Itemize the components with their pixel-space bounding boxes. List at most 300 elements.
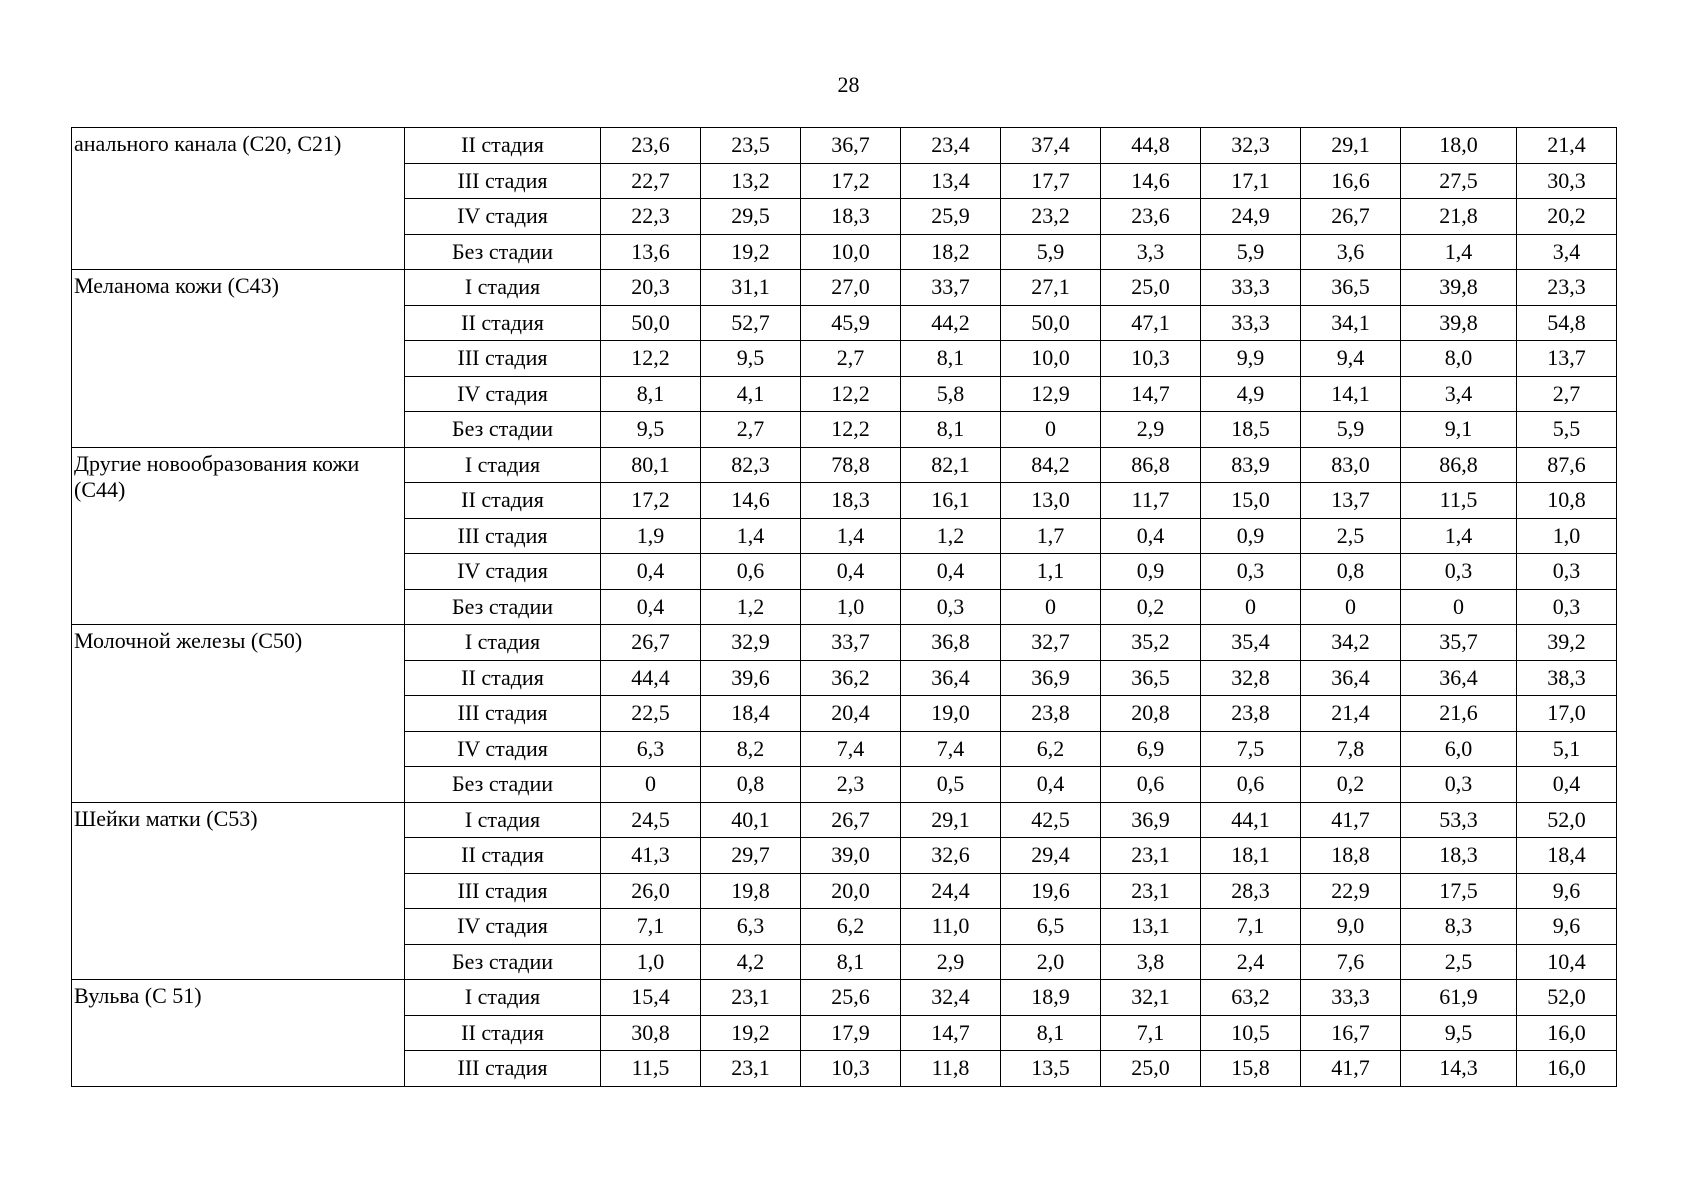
- value-cell: 11,8: [901, 1051, 1001, 1087]
- value-cell: 2,7: [801, 341, 901, 377]
- value-cell: 0,3: [1401, 767, 1517, 803]
- value-cell: 3,4: [1401, 376, 1517, 412]
- value-cell: 10,5: [1201, 1015, 1301, 1051]
- value-cell: 32,9: [701, 625, 801, 661]
- value-cell: 18,9: [1001, 980, 1101, 1016]
- stage-cell: I стадия: [405, 447, 601, 483]
- value-cell: 14,7: [901, 1015, 1001, 1051]
- stage-cell: II стадия: [405, 483, 601, 519]
- value-cell: 25,6: [801, 980, 901, 1016]
- value-cell: 2,7: [1517, 376, 1617, 412]
- table-row: [72, 802, 1617, 838]
- value-cell: 18,3: [1401, 838, 1517, 874]
- value-cell: 0: [1001, 412, 1101, 448]
- value-cell: 27,5: [1401, 163, 1517, 199]
- value-cell: 0,5: [901, 767, 1001, 803]
- value-cell: 10,0: [1001, 341, 1101, 377]
- value-cell: 36,7: [801, 128, 901, 164]
- value-cell: 23,3: [1517, 270, 1617, 306]
- value-cell: 11,7: [1101, 483, 1201, 519]
- value-cell: 26,0: [601, 873, 701, 909]
- value-cell: 1,4: [701, 518, 801, 554]
- value-cell: 12,2: [801, 376, 901, 412]
- value-cell: 21,8: [1401, 199, 1517, 235]
- value-cell: 16,6: [1301, 163, 1401, 199]
- value-cell: 0,8: [1301, 554, 1401, 590]
- value-cell: 39,2: [1517, 625, 1617, 661]
- value-cell: 28,3: [1201, 873, 1301, 909]
- stage-cell: Без стадии: [405, 767, 601, 803]
- value-cell: 13,1: [1101, 909, 1201, 945]
- value-cell: 2,5: [1401, 944, 1517, 980]
- value-cell: 6,0: [1401, 731, 1517, 767]
- value-cell: 7,4: [801, 731, 901, 767]
- value-cell: 54,8: [1517, 305, 1617, 341]
- value-cell: 0: [1301, 589, 1401, 625]
- value-cell: 14,1: [1301, 376, 1401, 412]
- value-cell: 13,5: [1001, 1051, 1101, 1087]
- value-cell: 16,0: [1517, 1051, 1617, 1087]
- value-cell: 1,0: [801, 589, 901, 625]
- value-cell: 29,5: [701, 199, 801, 235]
- value-cell: 0,4: [1101, 518, 1201, 554]
- value-cell: 36,9: [1101, 802, 1201, 838]
- table-row: [72, 447, 1617, 483]
- value-cell: 80,1: [601, 447, 701, 483]
- value-cell: 0,8: [701, 767, 801, 803]
- site-name-cell: анального канала (С20, С21): [72, 128, 405, 270]
- value-cell: 10,0: [801, 234, 901, 270]
- stage-cell: IV стадия: [405, 731, 601, 767]
- value-cell: 13,0: [1001, 483, 1101, 519]
- value-cell: 23,1: [701, 1051, 801, 1087]
- value-cell: 0,6: [701, 554, 801, 590]
- value-cell: 7,5: [1201, 731, 1301, 767]
- value-cell: 82,3: [701, 447, 801, 483]
- value-cell: 21,4: [1517, 128, 1617, 164]
- value-cell: 17,5: [1401, 873, 1517, 909]
- value-cell: 9,0: [1301, 909, 1401, 945]
- value-cell: 50,0: [601, 305, 701, 341]
- value-cell: 27,1: [1001, 270, 1101, 306]
- value-cell: 29,1: [1301, 128, 1401, 164]
- value-cell: 0,9: [1201, 518, 1301, 554]
- value-cell: 5,5: [1517, 412, 1617, 448]
- value-cell: 36,4: [1401, 660, 1517, 696]
- value-cell: 40,1: [701, 802, 801, 838]
- value-cell: 1,7: [1001, 518, 1101, 554]
- value-cell: 19,2: [701, 234, 801, 270]
- value-cell: 37,4: [1001, 128, 1101, 164]
- value-cell: 36,2: [801, 660, 901, 696]
- value-cell: 7,8: [1301, 731, 1401, 767]
- value-cell: 0,6: [1201, 767, 1301, 803]
- value-cell: 3,3: [1101, 234, 1201, 270]
- table-row: [72, 128, 1617, 164]
- value-cell: 35,7: [1401, 625, 1517, 661]
- stage-cell: III стадия: [405, 873, 601, 909]
- value-cell: 30,8: [601, 1015, 701, 1051]
- value-cell: 1,4: [1401, 518, 1517, 554]
- value-cell: 87,6: [1517, 447, 1617, 483]
- stage-cell: III стадия: [405, 518, 601, 554]
- value-cell: 32,7: [1001, 625, 1101, 661]
- value-cell: 52,7: [701, 305, 801, 341]
- value-cell: 18,2: [901, 234, 1001, 270]
- value-cell: 17,0: [1517, 696, 1617, 732]
- value-cell: 41,3: [601, 838, 701, 874]
- value-cell: 4,9: [1201, 376, 1301, 412]
- value-cell: 7,1: [1101, 1015, 1201, 1051]
- stage-cell: III стадия: [405, 341, 601, 377]
- value-cell: 8,1: [601, 376, 701, 412]
- value-cell: 10,3: [801, 1051, 901, 1087]
- stage-cell: III стадия: [405, 1051, 601, 1087]
- value-cell: 0: [1401, 589, 1517, 625]
- stage-cell: II стадия: [405, 660, 601, 696]
- value-cell: 44,1: [1201, 802, 1301, 838]
- value-cell: 41,7: [1301, 1051, 1401, 1087]
- value-cell: 36,5: [1301, 270, 1401, 306]
- value-cell: 0,9: [1101, 554, 1201, 590]
- value-cell: 36,9: [1001, 660, 1101, 696]
- value-cell: 50,0: [1001, 305, 1101, 341]
- value-cell: 6,3: [601, 731, 701, 767]
- value-cell: 6,2: [1001, 731, 1101, 767]
- value-cell: 1,1: [1001, 554, 1101, 590]
- value-cell: 7,1: [1201, 909, 1301, 945]
- value-cell: 26,7: [801, 802, 901, 838]
- value-cell: 7,6: [1301, 944, 1401, 980]
- value-cell: 9,4: [1301, 341, 1401, 377]
- value-cell: 20,4: [801, 696, 901, 732]
- value-cell: 35,2: [1101, 625, 1201, 661]
- value-cell: 5,8: [901, 376, 1001, 412]
- value-cell: 0,3: [1401, 554, 1517, 590]
- value-cell: 47,1: [1101, 305, 1201, 341]
- value-cell: 0,2: [1301, 767, 1401, 803]
- site-name-cell: Шейки матки (С53): [72, 802, 405, 980]
- value-cell: 32,4: [901, 980, 1001, 1016]
- stage-cell: I стадия: [405, 270, 601, 306]
- value-cell: 36,5: [1101, 660, 1201, 696]
- stage-cell: Без стадии: [405, 944, 601, 980]
- value-cell: 19,0: [901, 696, 1001, 732]
- value-cell: 0: [601, 767, 701, 803]
- value-cell: 0,3: [1517, 589, 1617, 625]
- value-cell: 6,2: [801, 909, 901, 945]
- value-cell: 45,9: [801, 305, 901, 341]
- value-cell: 4,1: [701, 376, 801, 412]
- value-cell: 18,4: [701, 696, 801, 732]
- site-name-cell: Меланома кожи (С43): [72, 270, 405, 448]
- value-cell: 0,4: [601, 554, 701, 590]
- value-cell: 39,0: [801, 838, 901, 874]
- value-cell: 3,6: [1301, 234, 1401, 270]
- value-cell: 9,6: [1517, 909, 1617, 945]
- stage-cell: IV стадия: [405, 554, 601, 590]
- value-cell: 17,1: [1201, 163, 1301, 199]
- value-cell: 18,4: [1517, 838, 1617, 874]
- table-row: [72, 980, 1617, 1016]
- site-name-cell: Молочной железы (С50): [72, 625, 405, 803]
- value-cell: 5,9: [1001, 234, 1101, 270]
- value-cell: 23,6: [601, 128, 701, 164]
- value-cell: 14,6: [701, 483, 801, 519]
- stage-cell: II стадия: [405, 1015, 601, 1051]
- value-cell: 83,0: [1301, 447, 1401, 483]
- value-cell: 20,3: [601, 270, 701, 306]
- value-cell: 2,7: [701, 412, 801, 448]
- value-cell: 8,1: [801, 944, 901, 980]
- value-cell: 5,9: [1201, 234, 1301, 270]
- value-cell: 23,8: [1201, 696, 1301, 732]
- table-row: [72, 625, 1617, 661]
- value-cell: 16,1: [901, 483, 1001, 519]
- value-cell: 9,9: [1201, 341, 1301, 377]
- value-cell: 2,4: [1201, 944, 1301, 980]
- value-cell: 18,0: [1401, 128, 1517, 164]
- value-cell: 1,4: [801, 518, 901, 554]
- value-cell: 14,3: [1401, 1051, 1517, 1087]
- site-name-cell: Вульва (С 51): [72, 980, 405, 1087]
- value-cell: 19,6: [1001, 873, 1101, 909]
- stage-cell: II стадия: [405, 838, 601, 874]
- stage-cell: IV стадия: [405, 909, 601, 945]
- value-cell: 36,4: [901, 660, 1001, 696]
- stage-cell: IV стадия: [405, 199, 601, 235]
- value-cell: 23,1: [701, 980, 801, 1016]
- value-cell: 18,5: [1201, 412, 1301, 448]
- value-cell: 23,4: [901, 128, 1001, 164]
- value-cell: 18,8: [1301, 838, 1401, 874]
- value-cell: 32,6: [901, 838, 1001, 874]
- value-cell: 44,4: [601, 660, 701, 696]
- value-cell: 23,5: [701, 128, 801, 164]
- stage-cell: IV стадия: [405, 376, 601, 412]
- value-cell: 15,8: [1201, 1051, 1301, 1087]
- value-cell: 14,6: [1101, 163, 1201, 199]
- value-cell: 13,6: [601, 234, 701, 270]
- value-cell: 11,5: [1401, 483, 1517, 519]
- value-cell: 13,7: [1301, 483, 1401, 519]
- value-cell: 9,5: [1401, 1015, 1517, 1051]
- value-cell: 36,8: [901, 625, 1001, 661]
- value-cell: 33,3: [1201, 305, 1301, 341]
- value-cell: 15,0: [1201, 483, 1301, 519]
- value-cell: 33,7: [901, 270, 1001, 306]
- value-cell: 78,8: [801, 447, 901, 483]
- value-cell: 0: [1001, 589, 1101, 625]
- value-cell: 7,1: [601, 909, 701, 945]
- value-cell: 2,5: [1301, 518, 1401, 554]
- value-cell: 9,5: [701, 341, 801, 377]
- value-cell: 18,3: [801, 483, 901, 519]
- stage-cell: III стадия: [405, 163, 601, 199]
- value-cell: 34,2: [1301, 625, 1401, 661]
- value-cell: 1,0: [601, 944, 701, 980]
- value-cell: 20,2: [1517, 199, 1617, 235]
- value-cell: 38,3: [1517, 660, 1617, 696]
- value-cell: 0,3: [1517, 554, 1617, 590]
- value-cell: 30,3: [1517, 163, 1617, 199]
- value-cell: 53,3: [1401, 802, 1517, 838]
- value-cell: 10,8: [1517, 483, 1617, 519]
- value-cell: 17,7: [1001, 163, 1101, 199]
- value-cell: 44,8: [1101, 128, 1201, 164]
- value-cell: 63,2: [1201, 980, 1301, 1016]
- value-cell: 6,9: [1101, 731, 1201, 767]
- value-cell: 23,1: [1101, 873, 1201, 909]
- value-cell: 52,0: [1517, 980, 1617, 1016]
- value-cell: 29,7: [701, 838, 801, 874]
- value-cell: 22,5: [601, 696, 701, 732]
- value-cell: 33,3: [1301, 980, 1401, 1016]
- value-cell: 8,0: [1401, 341, 1517, 377]
- value-cell: 0,6: [1101, 767, 1201, 803]
- stage-cell: Без стадии: [405, 589, 601, 625]
- value-cell: 32,3: [1201, 128, 1301, 164]
- value-cell: 0,4: [1001, 767, 1101, 803]
- value-cell: 13,7: [1517, 341, 1617, 377]
- value-cell: 17,9: [801, 1015, 901, 1051]
- value-cell: 11,0: [901, 909, 1001, 945]
- value-cell: 8,1: [901, 412, 1001, 448]
- value-cell: 8,1: [901, 341, 1001, 377]
- value-cell: 36,4: [1301, 660, 1401, 696]
- stage-cell: Без стадии: [405, 412, 601, 448]
- value-cell: 9,5: [601, 412, 701, 448]
- value-cell: 0,3: [901, 589, 1001, 625]
- value-cell: 29,4: [1001, 838, 1101, 874]
- table-row: [72, 270, 1617, 306]
- value-cell: 0,4: [801, 554, 901, 590]
- stage-cell: III стадия: [405, 696, 601, 732]
- site-name-cell: Другие новообразования кожи (С44): [72, 447, 405, 625]
- value-cell: 39,8: [1401, 305, 1517, 341]
- value-cell: 6,3: [701, 909, 801, 945]
- value-cell: 1,2: [901, 518, 1001, 554]
- stage-cell: I стадия: [405, 625, 601, 661]
- value-cell: 22,9: [1301, 873, 1401, 909]
- value-cell: 9,1: [1401, 412, 1517, 448]
- value-cell: 31,1: [701, 270, 801, 306]
- value-cell: 17,2: [601, 483, 701, 519]
- value-cell: 35,4: [1201, 625, 1301, 661]
- value-cell: 1,4: [1401, 234, 1517, 270]
- value-cell: 23,8: [1001, 696, 1101, 732]
- value-cell: 16,7: [1301, 1015, 1401, 1051]
- value-cell: 27,0: [801, 270, 901, 306]
- value-cell: 0: [1201, 589, 1301, 625]
- value-cell: 24,9: [1201, 199, 1301, 235]
- value-cell: 29,1: [901, 802, 1001, 838]
- value-cell: 11,5: [601, 1051, 701, 1087]
- stage-cell: II стадия: [405, 128, 601, 164]
- table-body: [72, 128, 1617, 1087]
- stage-cell: Без стадии: [405, 234, 601, 270]
- value-cell: 3,8: [1101, 944, 1201, 980]
- value-cell: 23,2: [1001, 199, 1101, 235]
- value-cell: 15,4: [601, 980, 701, 1016]
- value-cell: 16,0: [1517, 1015, 1617, 1051]
- value-cell: 23,6: [1101, 199, 1201, 235]
- value-cell: 8,3: [1401, 909, 1517, 945]
- page-number: 28: [837, 72, 860, 97]
- value-cell: 32,1: [1101, 980, 1201, 1016]
- value-cell: 25,0: [1101, 270, 1201, 306]
- value-cell: 25,0: [1101, 1051, 1201, 1087]
- stage-cell: I стадия: [405, 980, 601, 1016]
- value-cell: 33,3: [1201, 270, 1301, 306]
- value-cell: 2,3: [801, 767, 901, 803]
- value-cell: 13,2: [701, 163, 801, 199]
- value-cell: 26,7: [1301, 199, 1401, 235]
- value-cell: 82,1: [901, 447, 1001, 483]
- stage-cell: I стадия: [405, 802, 601, 838]
- value-cell: 19,8: [701, 873, 801, 909]
- value-cell: 7,4: [901, 731, 1001, 767]
- value-cell: 22,7: [601, 163, 701, 199]
- value-cell: 1,0: [1517, 518, 1617, 554]
- value-cell: 25,9: [901, 199, 1001, 235]
- value-cell: 9,6: [1517, 873, 1617, 909]
- value-cell: 12,2: [601, 341, 701, 377]
- value-cell: 20,8: [1101, 696, 1201, 732]
- value-cell: 0,4: [901, 554, 1001, 590]
- value-cell: 10,4: [1517, 944, 1617, 980]
- value-cell: 2,9: [901, 944, 1001, 980]
- value-cell: 61,9: [1401, 980, 1517, 1016]
- value-cell: 0,4: [601, 589, 701, 625]
- value-cell: 5,9: [1301, 412, 1401, 448]
- value-cell: 0,2: [1101, 589, 1201, 625]
- value-cell: 0,4: [1517, 767, 1617, 803]
- value-cell: 86,8: [1401, 447, 1517, 483]
- stage-distribution-table: [71, 127, 1617, 1087]
- value-cell: 19,2: [701, 1015, 801, 1051]
- value-cell: 2,9: [1101, 412, 1201, 448]
- value-cell: 39,8: [1401, 270, 1517, 306]
- value-cell: 24,4: [901, 873, 1001, 909]
- value-cell: 2,0: [1001, 944, 1101, 980]
- value-cell: 21,6: [1401, 696, 1517, 732]
- value-cell: 24,5: [601, 802, 701, 838]
- value-cell: 52,0: [1517, 802, 1617, 838]
- value-cell: 8,1: [1001, 1015, 1101, 1051]
- value-cell: 26,7: [601, 625, 701, 661]
- value-cell: 21,4: [1301, 696, 1401, 732]
- value-cell: 83,9: [1201, 447, 1301, 483]
- value-cell: 20,0: [801, 873, 901, 909]
- value-cell: 18,1: [1201, 838, 1301, 874]
- value-cell: 84,2: [1001, 447, 1101, 483]
- value-cell: 22,3: [601, 199, 701, 235]
- value-cell: 86,8: [1101, 447, 1201, 483]
- value-cell: 32,8: [1201, 660, 1301, 696]
- value-cell: 0,3: [1201, 554, 1301, 590]
- value-cell: 3,4: [1517, 234, 1617, 270]
- value-cell: 39,6: [701, 660, 801, 696]
- value-cell: 33,7: [801, 625, 901, 661]
- value-cell: 6,5: [1001, 909, 1101, 945]
- value-cell: 1,9: [601, 518, 701, 554]
- value-cell: 4,2: [701, 944, 801, 980]
- stage-cell: II стадия: [405, 305, 601, 341]
- value-cell: 14,7: [1101, 376, 1201, 412]
- value-cell: 42,5: [1001, 802, 1101, 838]
- value-cell: 34,1: [1301, 305, 1401, 341]
